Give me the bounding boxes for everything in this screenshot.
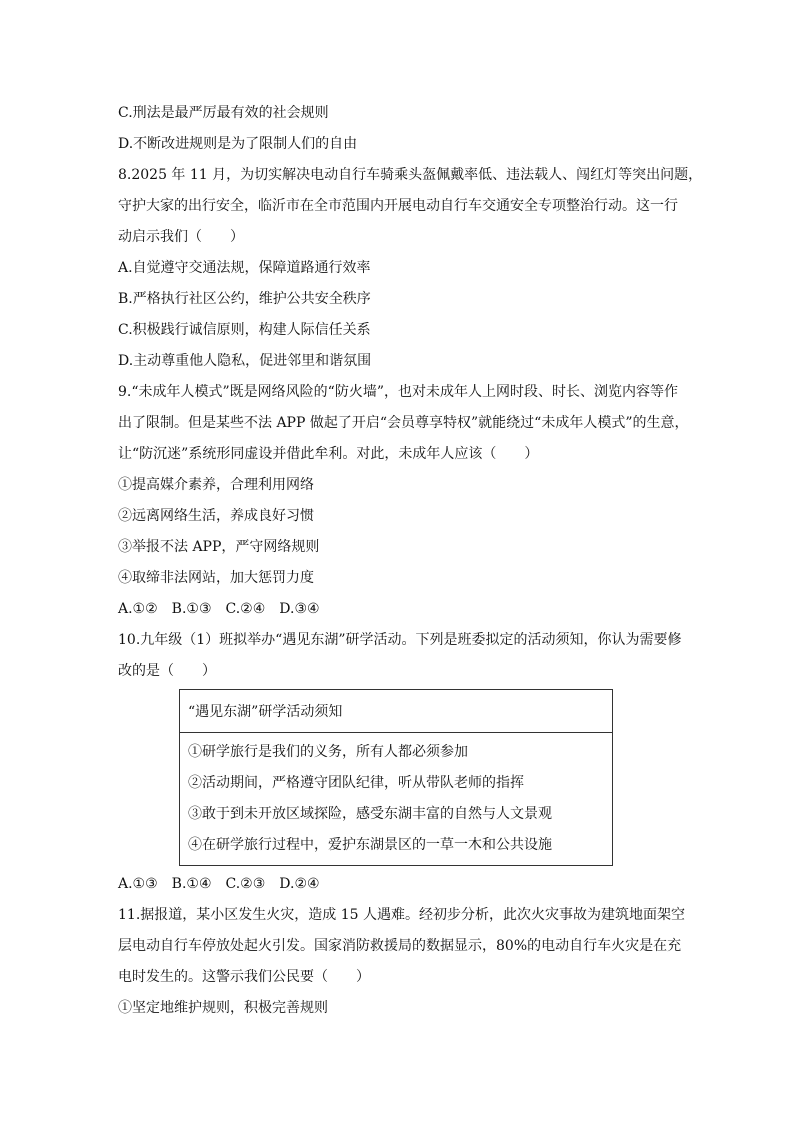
- option-8d: D.主动尊重他人隐私，促进邻里和谐氛围: [118, 353, 372, 369]
- statement-9-4: ④取缔非法网站，加大惩罚力度: [118, 570, 314, 586]
- question-9-stem-line2: 出了限制。但是某些不法 APP 做起了开启“会员尊享特权”就能绕过“未成年人模式”的生意，: [118, 415, 689, 431]
- question-9-stem-line3: 让“防沉迷”系统形同虚设并借此牟利。对此，未成年人应该（ ）: [118, 446, 539, 462]
- options-9: A.①② B.①③ C.②④ D.③④: [118, 601, 320, 617]
- statement-9-2: ②远离网络生活，养成良好习惯: [118, 508, 314, 524]
- notice-title: “遇见东湖”研学活动须知: [188, 704, 343, 720]
- question-11-stem-line1: 11.据报道，某小区发生火灾，造成 15 人遇难。经初步分析，此次火灾事故为建筑地面架空: [118, 907, 685, 923]
- question-11-stem-line3: 电时发生的。这警示我们公民要（ ）: [118, 969, 370, 985]
- statement-11-1: ①坚定地维护规则，积极完善规则: [118, 1000, 328, 1016]
- question-8-stem-line2: 守护大家的出行安全，临沂市在全市范围内开展电动自行车交通安全专项整治行动。这一行: [118, 198, 678, 214]
- notice-divider: [180, 732, 612, 733]
- option-7d: D.不断改进规则是为了限制人们的自由: [118, 136, 358, 152]
- notice-item-1: ①研学旅行是我们的义务，所有人都必须参加: [188, 744, 468, 760]
- option-8b: B.严格执行社区公约，维护公共安全秩序: [118, 291, 371, 307]
- question-9-stem-line1: 9.“未成年人模式”既是网络风险的“防火墙”，也对未成年人上网时段、时长、浏览内容等作: [118, 384, 678, 400]
- option-8a: A.自觉遵守交通法规，保障道路通行效率: [118, 260, 371, 276]
- question-10-stem-line1: 10.九年级（1）班拟举办“遇见东湖”研学活动。下列是班委拟定的活动须知，你认为需要修: [118, 632, 682, 648]
- option-8c: C.积极践行诚信原则，构建人际信任关系: [118, 322, 371, 338]
- options-10: A.①③ B.①④ C.②③ D.②④: [118, 876, 320, 892]
- question-8-stem-line3: 动启示我们（ ）: [118, 229, 244, 245]
- notice-item-3: ③敢于到未开放区域探险，感受东湖丰富的自然与人文景观: [188, 806, 552, 822]
- question-10-stem-line2: 改的是（ ）: [118, 663, 216, 679]
- question-11-stem-line2: 层电动自行车停放处起火引发。国家消防救援局的数据显示，80%的电动自行车火灾是在充: [118, 938, 682, 954]
- notice-item-4: ④在研学旅行过程中，爱护东湖景区的一草一木和公共设施: [188, 837, 552, 853]
- activity-notice-box: [179, 689, 613, 866]
- statement-9-3: ③举报不法 APP，严守网络规则: [118, 539, 320, 555]
- option-7c: C.刑法是最严厉最有效的社会规则: [118, 105, 329, 121]
- statement-9-1: ①提高媒介素养，合理利用网络: [118, 477, 314, 493]
- notice-item-2: ②活动期间，严格遵守团队纪律，听从带队老师的指挥: [188, 775, 524, 791]
- question-8-stem-line1: 8.2025 年 11 月，为切实解决电动自行车骑乘头盔佩戴率低、违法载人、闯红灯等突出问题，: [118, 167, 703, 183]
